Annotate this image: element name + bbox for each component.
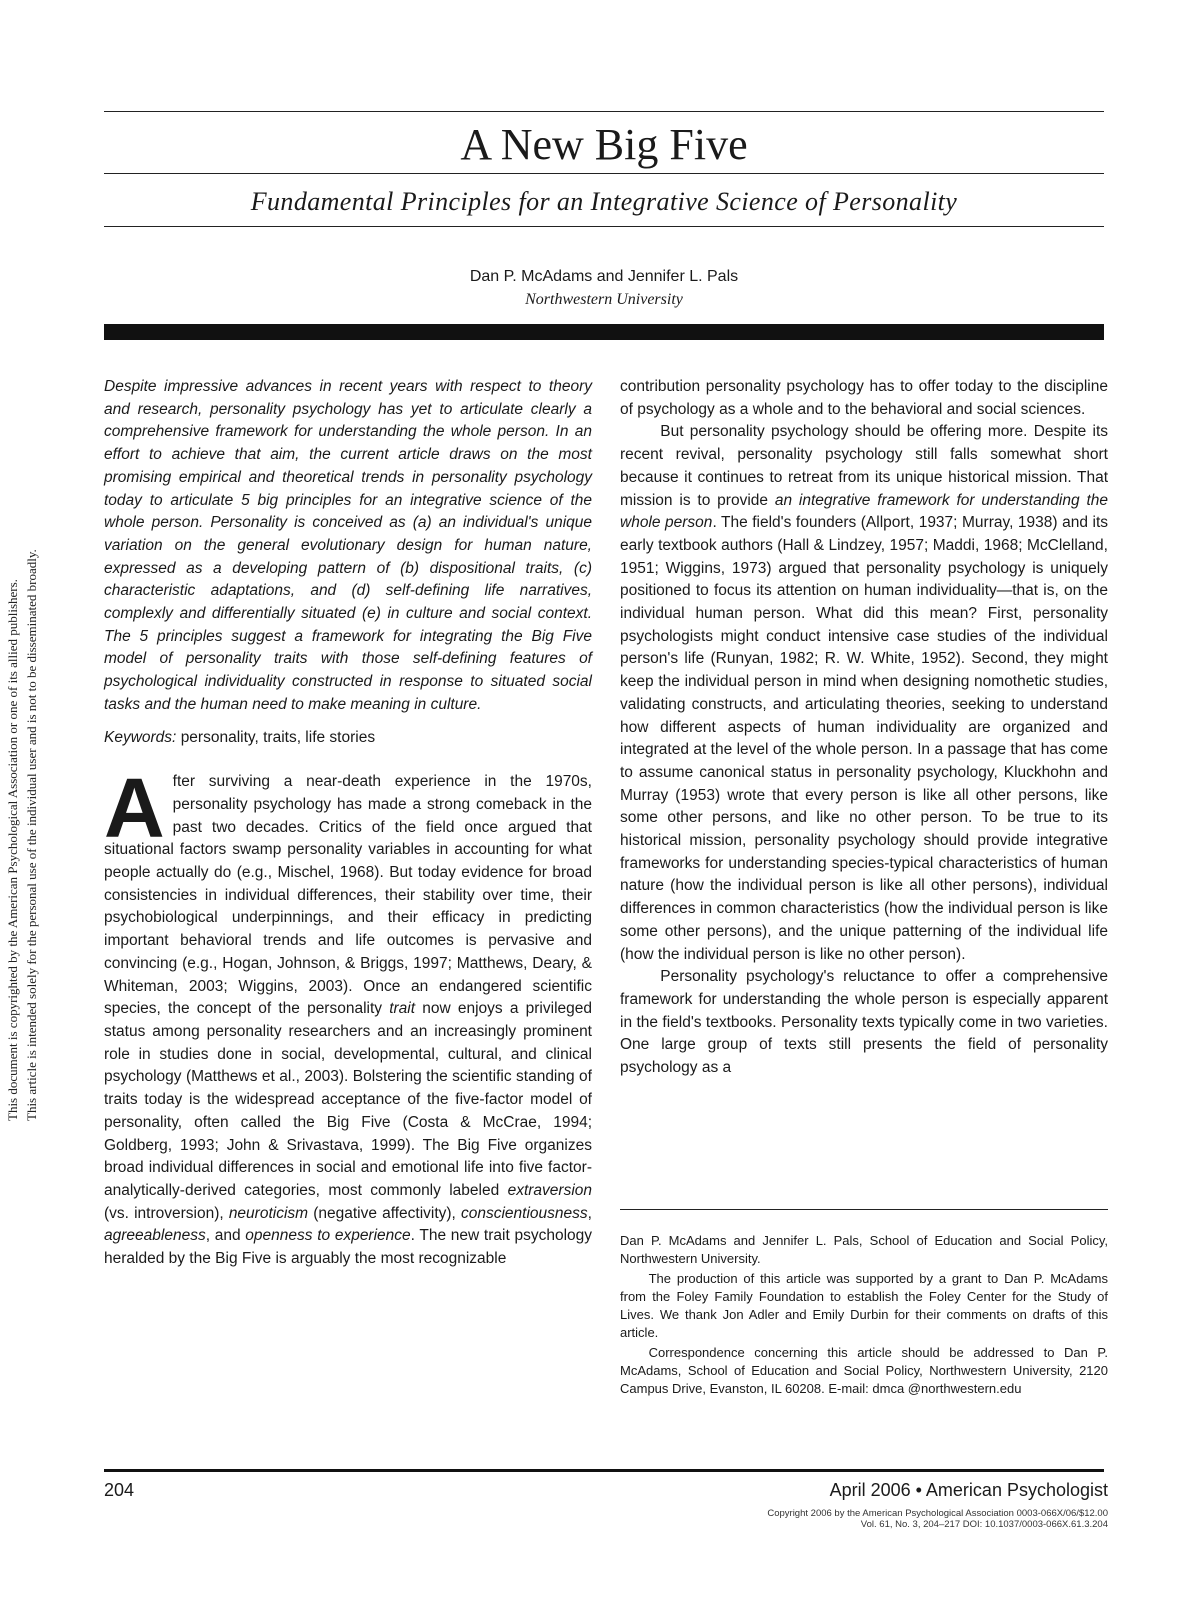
article-title: A New Big Five xyxy=(460,120,748,169)
authors: Dan P. McAdams and Jennifer L. Pals xyxy=(469,268,739,285)
drop-cap: A xyxy=(104,761,165,856)
abstract: Despite impressive advances in recent years with respect to theory and research, personality psychology has yet to articulate clearly a comprehensive framework for understanding the whole person. In an effort to achieve that aim, the current article draws on the most promising empirical and theoretical trends in personality psychology today to articulate 5 big principles for an integrative science of the whole person. Personality is conceived as (a) an individual's unique variation on the general evolutionary design for human nature, expressed as a developing pattern of (b) dispositional traits, (c) characteristic adaptations, and (d) self-defining life narratives, complexly and differentially situated (e) in culture and social context. The 5 principles suggest a framework for integrating the Big Five model of personality traits with those self-defining features of psychological individuality constructed in response to situated social tasks and the human need to make meaning in culture. xyxy=(104,378,592,713)
affiliation: Northwestern University xyxy=(525,291,683,308)
keywords xyxy=(104,727,592,750)
body-paragraph-continued: contribution personality psychology has to offer today to the discipline of psychology as a whole and to the behavioral and social sciences. xyxy=(620,378,1108,418)
keywords-label: Keywords: xyxy=(104,728,177,746)
footnotes xyxy=(620,1232,1108,1398)
title-rule xyxy=(104,173,1104,174)
copyright-lines xyxy=(767,1508,1108,1530)
left-column xyxy=(104,376,592,1271)
side-copyright-notice xyxy=(3,291,41,1121)
copyright-line-2: Vol. 61, No. 3, 204–217 DOI: 10.1037/0003-066X.61.3.204 xyxy=(860,1519,1108,1530)
footnote-rule xyxy=(620,1209,1108,1210)
heavy-header-bar xyxy=(104,324,1104,340)
side-notice-line-2: This article is intended solely for the personal use of the individual user and is not to be disseminated broadly. xyxy=(24,549,39,1121)
subtitle-rule xyxy=(104,226,1104,227)
footnote-correspondence: Correspondence concerning this article should be addressed to Dan P. McAdams, School of Education and Social Policy, Northwestern University, 2120 Campus Drive, Evanston, IL 60208. E-mail: dmca @northwestern.edu xyxy=(620,1345,1108,1396)
article-subtitle: Fundamental Principles for an Integrative Science of Personality xyxy=(250,187,958,216)
body-paragraph-1: After surviving a near-death experience in the 1970s, personality psychology has made a strong comeback in the past two decades. Critics of the field once argued that situational factors swamp personality variables in accounting for what people actually do (e.g., Mischel, 1968). But today evidence for broad consistencies in individual differences, their stability over time, their psychobiological underpinnings, and their efficacy in predicting important behavioral trends and life outcomes is pervasive and convincing (e.g., Hogan, Johnson, & Briggs, 1997; Matthews, Deary, & Whiteman, 2003; Wiggins, 2003). Once an endangered scientific species, the concept of the personality trait now enjoys a privileged status among personality researchers and an increasingly prominent role in studies done in social, developmental, cultural, and clinical psychology (Matthews et al., 2003). Bolstering the scientific standing of traits today is the widespread acceptance of the five-factor model of personality, often called the Big Five (Costa & McCrae, 1994; Goldberg, 1993; John & Srivastava, 1999). The Big Five organizes broad individual differences in social and emotional life into five factor-analytically-derived categories, most commonly labeled extraversion (vs. introversion), neuroticism (negative affectivity), conscientiousness, agreeableness, and openness to experience. The new trait psychology heralded by the Big Five is arguably the most recognizable xyxy=(104,761,593,1268)
body-paragraph-3: Personality psychology's reluctance to offer a comprehensive framework for understanding the whole person is especially apparent in the field's textbooks. Personality texts typically come in two varieties. One large group of texts still presents the field of personality psychology as a xyxy=(620,968,1108,1077)
page-number: 204 xyxy=(104,1480,135,1500)
copyright-line-1: Copyright 2006 by the American Psychological Association 0003-066X/06/$12.00 xyxy=(767,1508,1108,1519)
journal-line: April 2006 • American Psychologist xyxy=(829,1480,1108,1500)
body-paragraph-2: But personality psychology should be offering more. Despite its recent revival, personality psychology still falls somewhat short because it continues to retreat from its unique historical mission. That mission is to provide an integrative framework for understanding the whole person. The field's founders (Allport, 1937; Murray, 1938) and its early textbook authors (Hall & Lindzey, 1957; Maddi, 1968; McClelland, 1951; Wiggins, 1973) argued that personality psychology is uniquely positioned to focus its attention on human individuality—that is, on the individual human person. What did this mean? First, personality psychologists might conduct intensive case studies of the individual person's life (Runyan, 1982; R. W. White, 1952). Second, they might keep the individual person in mind when designing nomothetic studies, validating constructs, and articulating theories, seeking to understand how different aspects of human individuality are organized and integrated at the level of the whole person. In a passage that has come to assume canonical status in personality psychology, Kluckhohn and Murray (1953) wrote that every person is like all other persons, like some other persons, and like no other person. To be true to its historical mission, personality psychology should provide integrative frameworks for understanding species-typical characteristics of human nature (how the individual person is like all other persons), individual differences in common characteristics (how the individual person is like some other persons), and the unique patterning of the individual life (how the individual person is like no other person). xyxy=(620,423,1108,963)
top-rule xyxy=(104,111,1104,112)
footnote-funding: The production of this article was supported by a grant to Dan P. McAdams from the Foley Family Foundation to establish the Foley Center for the Study of Lives. We thank Jon Adler and Emily Durbin for their comments on drafts of this article. xyxy=(620,1271,1108,1340)
side-notice-line-1: This document is copyrighted by the American Psychological Association or one of its allied publishers. xyxy=(5,579,20,1121)
footnote-affiliation: Dan P. McAdams and Jennifer L. Pals, School of Education and Social Policy, Northwestern University. xyxy=(620,1233,1108,1266)
keywords-text: personality, traits, life stories xyxy=(180,728,376,746)
right-column xyxy=(620,376,1108,1080)
footer-rule xyxy=(104,1469,1104,1472)
